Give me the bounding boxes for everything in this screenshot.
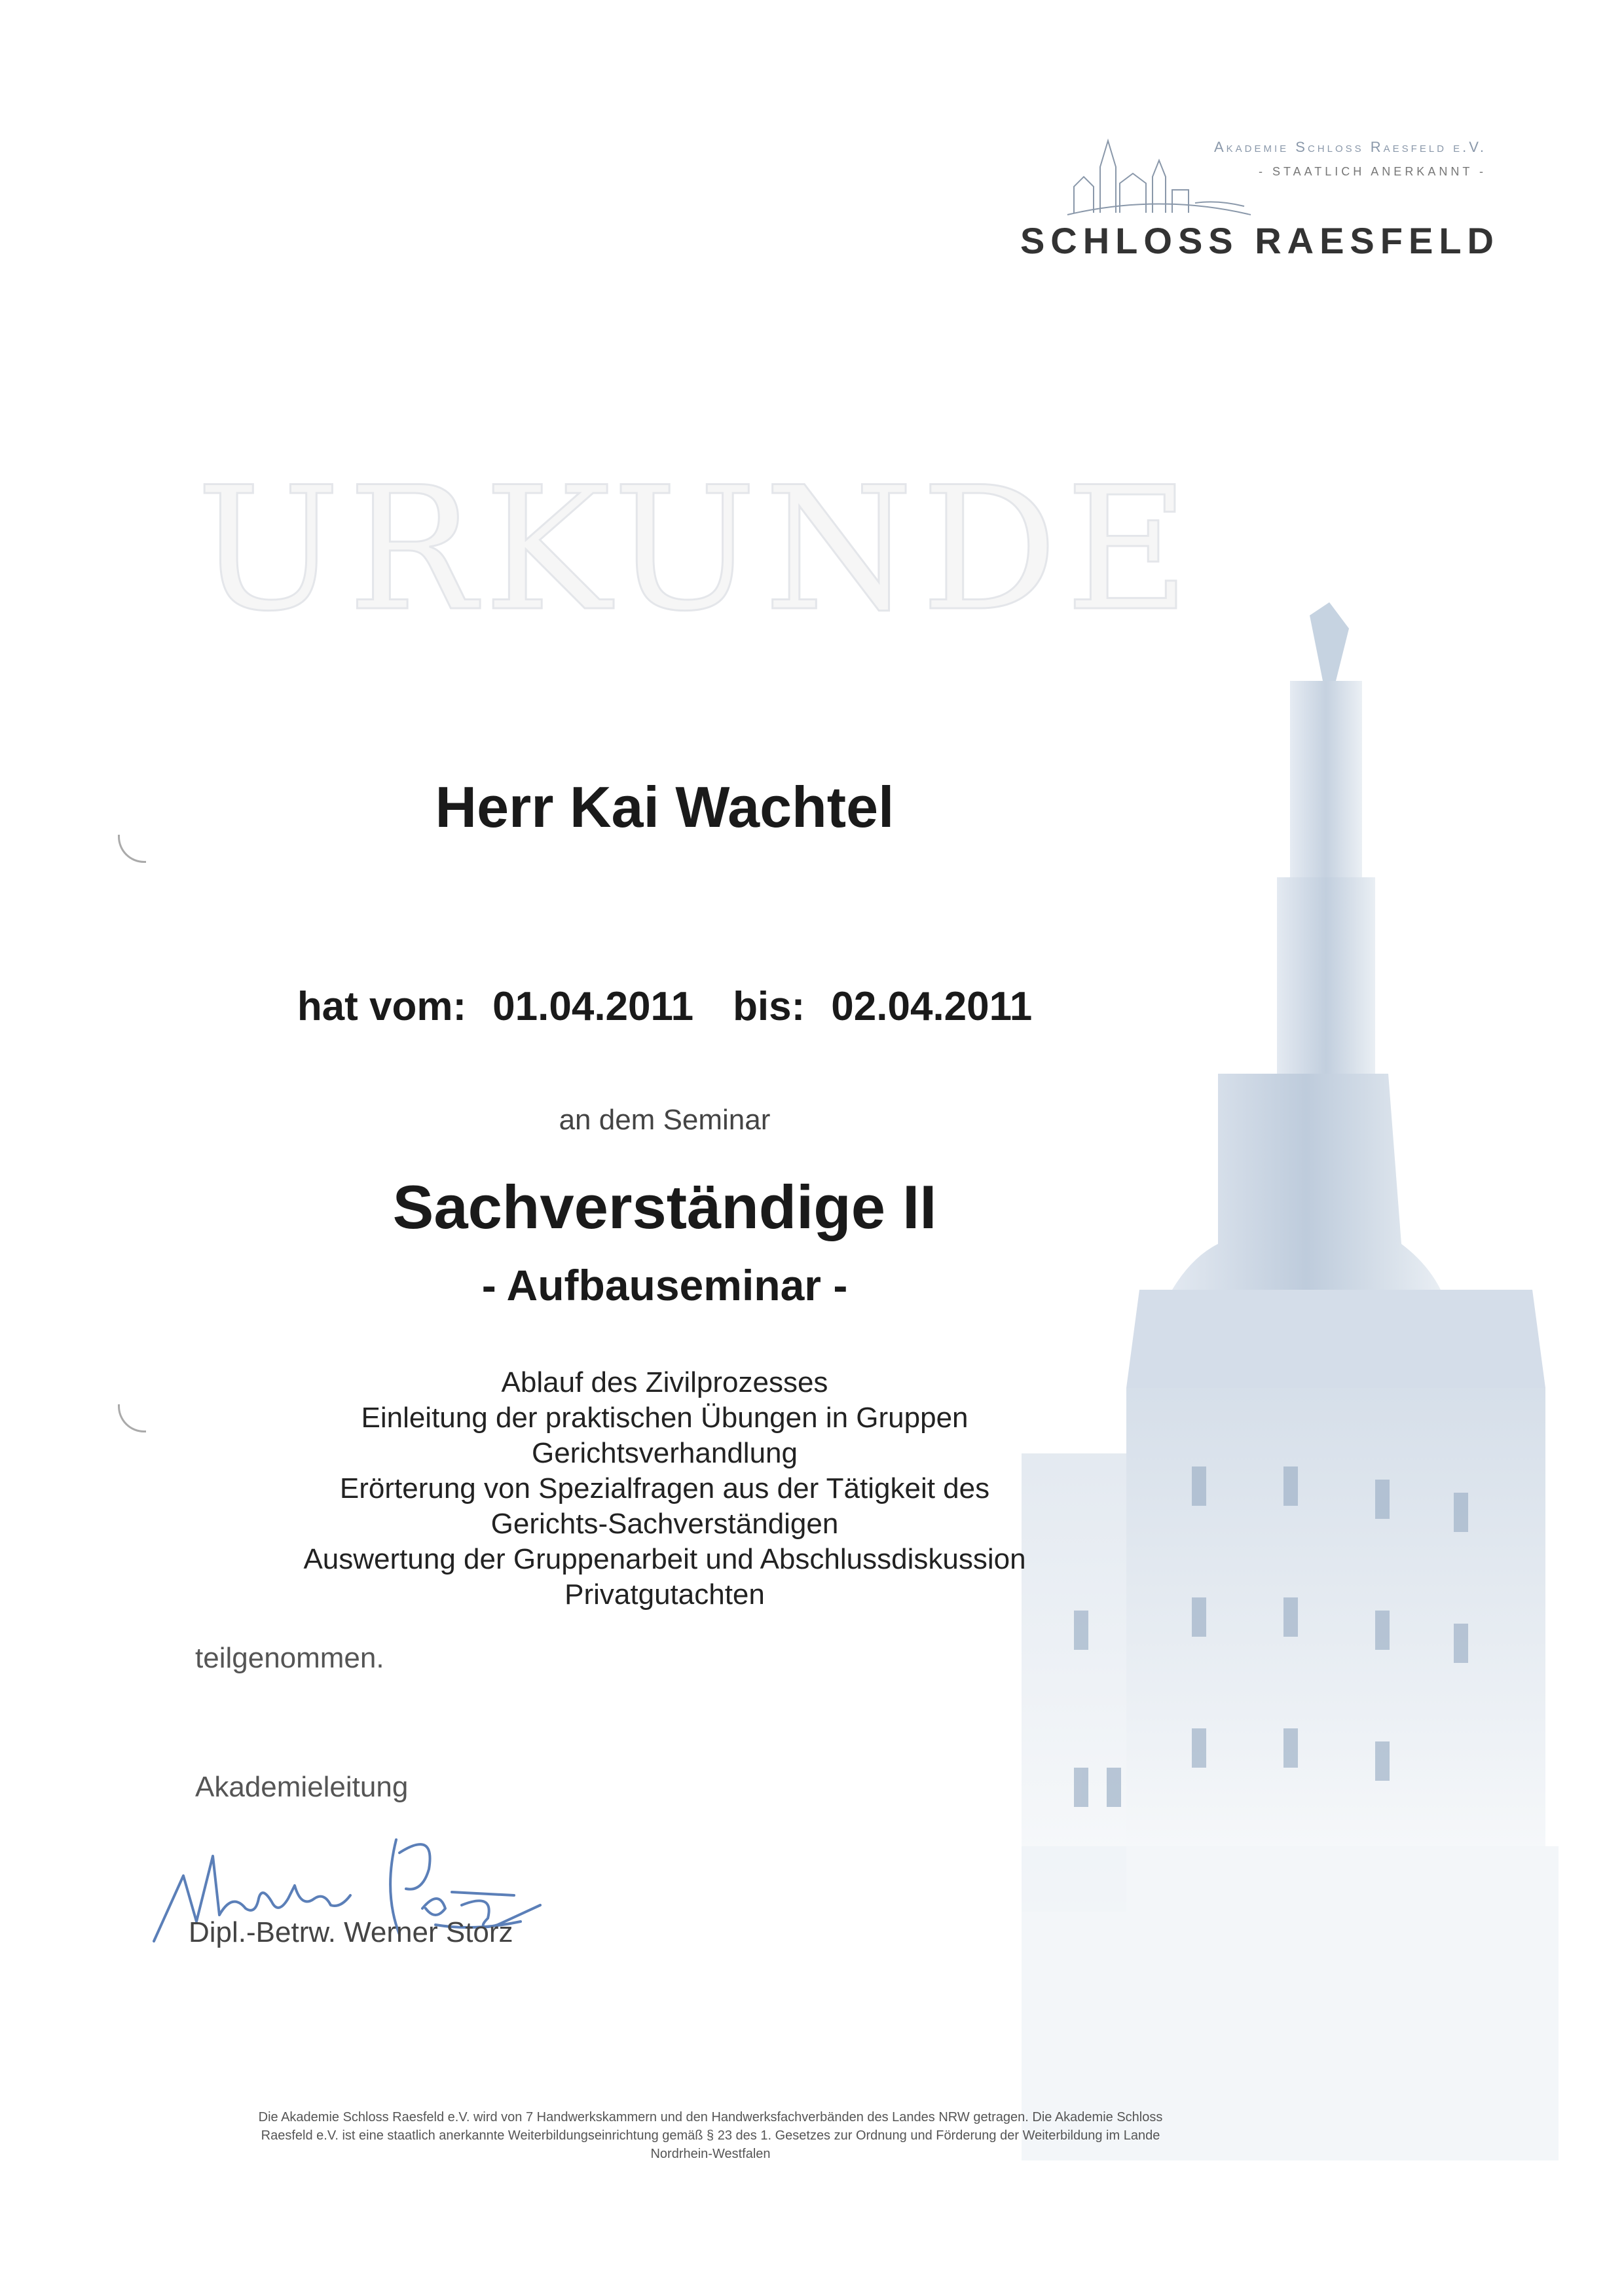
to-label: bis: xyxy=(733,984,805,1029)
seminar-subtitle: - Aufbauseminar - xyxy=(481,1261,848,1309)
topic-item: Gerichtsverhandlung xyxy=(531,1437,798,1469)
signatory-name: Dipl.-Betrw. Werner Storz xyxy=(189,1916,513,1948)
recipient-name: Herr Kai Wachtel xyxy=(435,774,895,839)
topic-item: Privatgutachten xyxy=(564,1578,765,1611)
participation-period xyxy=(0,983,1329,1030)
participated-text: teilgenommen. xyxy=(195,1642,384,1674)
academy-wordmark: SCHLOSS RAESFELD xyxy=(1020,220,1500,261)
leadership-label: Akademieleitung xyxy=(195,1771,409,1803)
topic-item: Gerichts-Sachverständigen xyxy=(490,1508,839,1540)
topic-item: Auswertung der Gruppenarbeit und Abschlussdiskussion xyxy=(303,1543,1026,1575)
academy-logo xyxy=(1020,131,1506,275)
footer-line: Die Akademie Schloss Raesfeld e.V. wird von 7 Handwerkskammern und den Handwerksfachverbänden des Landes NRW getragen. Die Akademie Schloss xyxy=(258,2110,1163,2124)
footer-line: Nordrhein-Westfalen xyxy=(650,2147,771,2161)
topic-item: Einleitung der praktischen Übungen in Gruppen xyxy=(361,1402,969,1434)
academy-tagline: - STAATLICH ANERKANNT - xyxy=(1258,165,1486,178)
footer-note xyxy=(177,2108,1244,2163)
certificate-title: URKUNDE xyxy=(196,451,1198,649)
seminar-title: Sachverständige II xyxy=(392,1173,937,1241)
topic-item: Erörterung von Spezialfragen aus der Tätigkeit des xyxy=(339,1472,990,1504)
scan-mark xyxy=(118,835,146,863)
to-date: 02.04.2011 xyxy=(831,984,1033,1029)
academy-name: Akademie Schloss Raesfeld e.V. xyxy=(1213,139,1486,155)
seminar-intro: an dem Seminar xyxy=(559,1104,771,1136)
seminar-topics xyxy=(0,1365,1329,1613)
topic-item: Ablauf des Zivilprozesses xyxy=(501,1366,828,1398)
from-date: 01.04.2011 xyxy=(492,984,694,1029)
footer-line: Raesfeld e.V. ist eine staatlich anerkannte Weiterbildungseinrichtung gemäß § 23 des 1. Gesetzes zur Ordnung und Förderung der Weiterbildung im Lande xyxy=(261,2128,1160,2143)
from-label: hat vom: xyxy=(297,984,467,1029)
